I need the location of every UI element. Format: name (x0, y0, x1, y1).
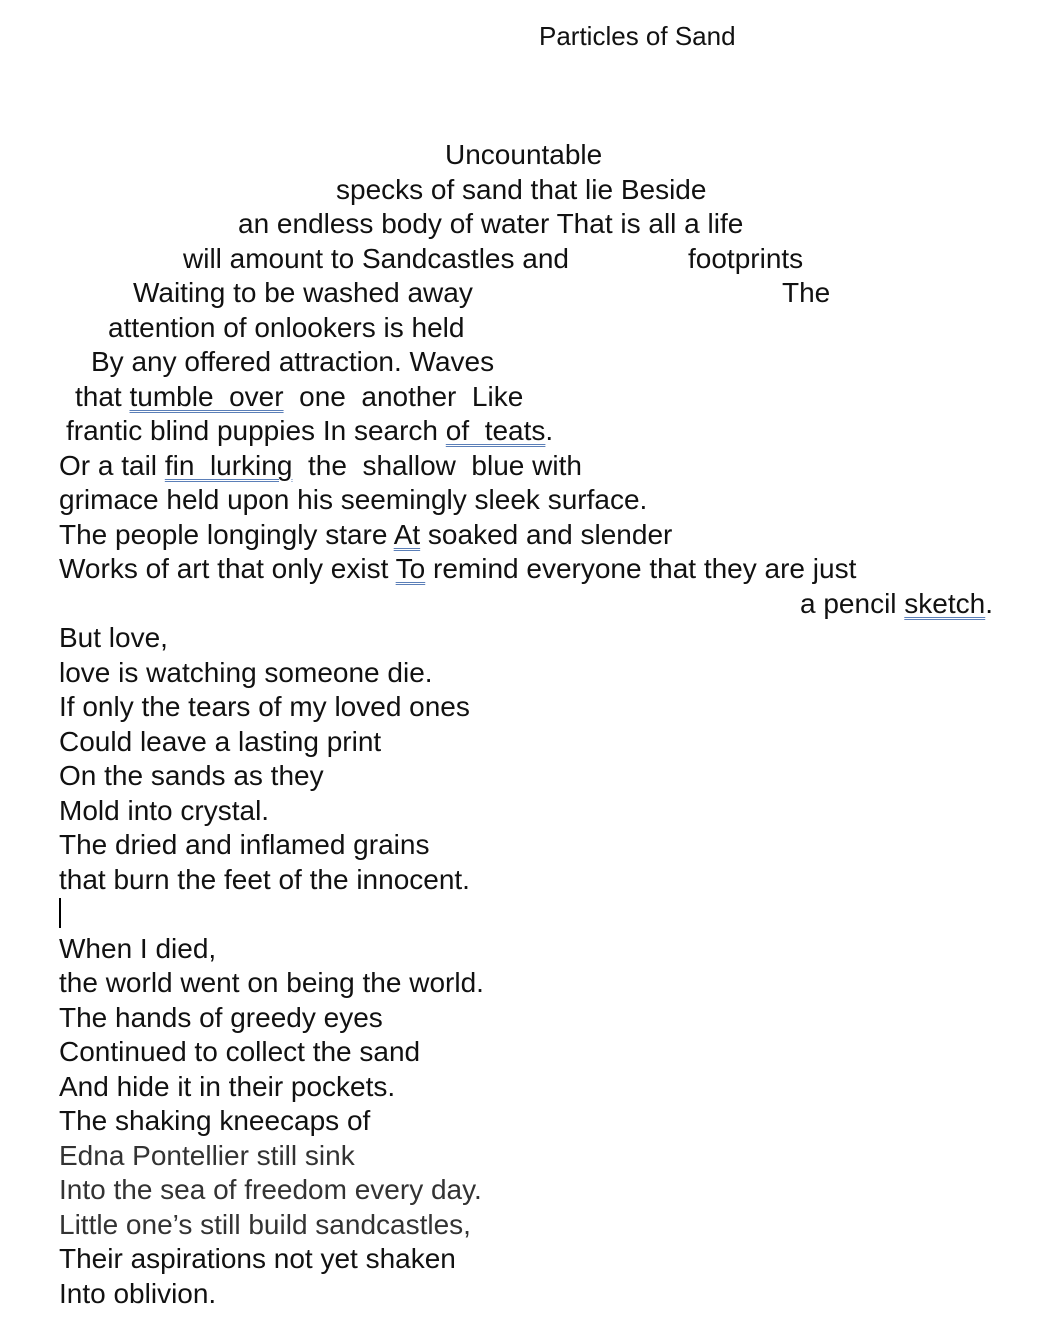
poem-line: grimace held upon his seemingly sleek surface. (59, 484, 648, 515)
grammar-flagged-text[interactable]: To (395, 553, 426, 584)
poem-line: By any offered attraction. Waves (91, 346, 495, 377)
grammar-flagged-text[interactable]: sketch (904, 588, 986, 619)
text-segment: remind everyone that they are just (425, 553, 857, 584)
grammar-flagged-text[interactable]: tumble over (129, 381, 284, 412)
poem-line (59, 450, 582, 482)
text-segment: Or a tail (59, 450, 165, 481)
poem-line: Edna Pontellier still sink (59, 1140, 355, 1171)
grammar-flagged-text[interactable]: At (393, 519, 421, 550)
text-segment: Works of art that only exist (59, 553, 396, 584)
poem-line: that burn the feet of the innocent. (59, 864, 470, 895)
poem-line: On the sands as they (59, 760, 324, 791)
grammar-flagged-text[interactable]: of teats (445, 415, 546, 446)
poem-line: Little one’s still build sandcastles, (59, 1209, 471, 1240)
text-segment: a pencil (800, 588, 905, 619)
text-segment: . (545, 415, 554, 446)
text-segment: soaked and slender (420, 519, 673, 550)
poem-line: The hands of greedy eyes (59, 1002, 383, 1033)
poem-line (59, 519, 672, 551)
poem-line: an endless body of water That is all a life (238, 208, 744, 239)
poem-line (800, 588, 993, 620)
poem-line: If only the tears of my loved ones (59, 691, 470, 722)
text-segment: one another Like (283, 381, 524, 412)
grammar-flagged-text[interactable]: fin lurking (164, 450, 293, 481)
poem-line: The dried and inflamed grains (59, 829, 430, 860)
poem-line (66, 415, 553, 447)
text-segment: The people longingly stare (59, 519, 394, 550)
poem-line-fragment: footprints (688, 243, 804, 274)
poem-line (75, 381, 523, 413)
poem-line: will amount to Sandcastles and (183, 243, 569, 274)
poem-line: The shaking kneecaps of (59, 1105, 371, 1136)
poem-line: Their aspirations not yet shaken (59, 1243, 456, 1274)
poem-line: But love, (59, 622, 168, 653)
poem-line: Uncountable (445, 139, 603, 170)
poem-line: Waiting to be washed away (133, 277, 473, 308)
text-segment: that (75, 381, 130, 412)
poem-line: the world went on being the world. (59, 967, 484, 998)
poem-line (59, 553, 856, 585)
poem-line: Into the sea of freedom every day. (59, 1174, 482, 1205)
text-segment: frantic blind puppies In search (66, 415, 446, 446)
poem-line: Mold into crystal. (59, 795, 270, 826)
text-segment: the shallow blue with (292, 450, 582, 481)
poem-line: love is watching someone die. (59, 657, 433, 688)
poem-line: Could leave a lasting print (59, 726, 382, 757)
poem-line: Into oblivion. (59, 1278, 217, 1309)
poem-line: attention of onlookers is held (108, 312, 465, 343)
poem-line: And hide it in their pockets. (59, 1071, 396, 1102)
poem-line-fragment: The (782, 277, 831, 308)
poem-line: When I died, (59, 933, 217, 964)
poem-title: Particles of Sand (539, 21, 736, 51)
poem-line: specks of sand that lie Beside (336, 174, 707, 205)
text-segment: . (985, 588, 994, 619)
text-cursor[interactable] (59, 898, 61, 928)
poem-line: Continued to collect the sand (59, 1036, 421, 1067)
